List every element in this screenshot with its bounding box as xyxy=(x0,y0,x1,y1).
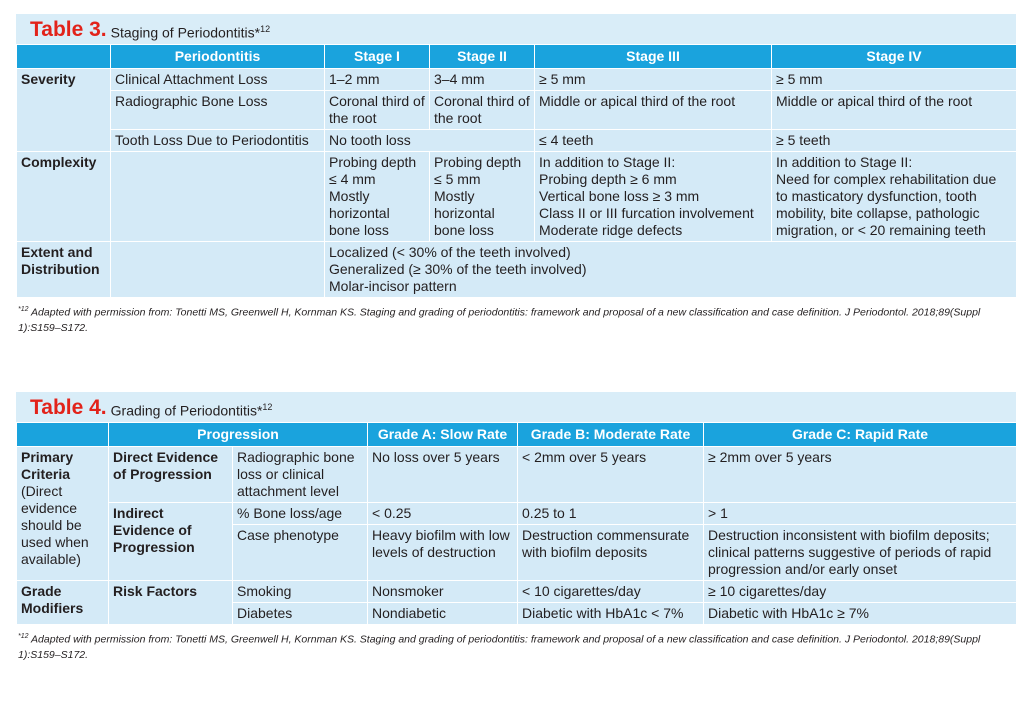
tooth-loss-stage4: ≥ 5 teeth xyxy=(772,130,1017,152)
grade-modifiers-label: Grade Modifiers xyxy=(17,581,109,625)
table3-header-stage4: Stage IV xyxy=(772,45,1017,69)
complexity-s1-line: horizontal xyxy=(329,205,390,221)
complexity-s4-line: migration, or < 20 remaining teeth xyxy=(776,222,986,238)
complexity-s3-line: Probing depth ≥ 6 mm xyxy=(539,171,677,187)
table3-footnote-sup: *12 xyxy=(18,306,29,313)
table3-title xyxy=(111,21,270,41)
table-row xyxy=(17,69,1017,91)
rbl-stage3: Middle or apical third of the root xyxy=(535,91,772,130)
table3 xyxy=(16,44,1017,298)
direct-grade-a: No loss over 5 years xyxy=(368,447,518,503)
table4-header-corner xyxy=(17,423,109,447)
table4-footnote-text: Adapted with permission from: Tonetti MS, Greenwell H, Kornman KS. Staging and grading of periodontitis: framework and proposal of a new classification and case definition. J Periodontol. 2018;89(Suppl 1):S159–S172. xyxy=(18,633,981,661)
tooth-loss-label: Tooth Loss Due to Periodontitis xyxy=(111,130,325,152)
table-row xyxy=(17,91,1017,130)
table4-block xyxy=(16,392,1016,663)
severity-label: Severity xyxy=(17,69,111,152)
complexity-stage1 xyxy=(325,152,430,242)
diabetes-grade-a: Nondiabetic xyxy=(368,603,518,625)
complexity-s4-line: In addition to Stage II: xyxy=(776,154,913,170)
rbl-stage2: Coronal third of the root xyxy=(430,91,535,130)
table4-title-text: Grading of Periodontitis* xyxy=(110,403,263,419)
cal-stage1: 1–2 mm xyxy=(325,69,430,91)
table3-header-stage3: Stage III xyxy=(535,45,772,69)
extent-empty xyxy=(111,242,325,298)
table3-header-stage2: Stage II xyxy=(430,45,535,69)
diabetes-grade-c: Diabetic with HbA1c ≥ 7% xyxy=(704,603,1017,625)
diabetes-measure: Diabetes xyxy=(233,603,368,625)
complexity-s2-line: ≤ 5 mm xyxy=(434,171,481,187)
smoking-measure: Smoking xyxy=(233,581,368,603)
table4-title xyxy=(111,399,273,419)
complexity-s3-line: Moderate ridge defects xyxy=(539,222,683,238)
extent-values xyxy=(325,242,1017,298)
direct-grade-c: ≥ 2mm over 5 years xyxy=(704,447,1017,503)
extent-line: Localized (< 30% of the teeth involved) xyxy=(329,244,571,260)
complexity-s2-line: Mostly xyxy=(434,188,475,204)
direct-grade-b: < 2mm over 5 years xyxy=(518,447,704,503)
bone-loss-grade-b: 0.25 to 1 xyxy=(518,503,704,525)
complexity-stage3 xyxy=(535,152,772,242)
primary-criteria-sublabel: (Direct evidence should be used when available) xyxy=(21,483,89,567)
table3-footnote xyxy=(16,298,1016,336)
complexity-s4-line: mobility, bite collapse, pathologic xyxy=(776,205,980,221)
complexity-label: Complexity xyxy=(17,152,111,242)
table-row xyxy=(17,581,1017,603)
table3-header-stage1: Stage I xyxy=(325,45,430,69)
complexity-s3-line: In addition to Stage II: xyxy=(539,154,676,170)
smoking-grade-c: ≥ 10 cigarettes/day xyxy=(704,581,1017,603)
complexity-s2-line: bone loss xyxy=(434,222,494,238)
bone-loss-measure: % Bone loss/age xyxy=(233,503,368,525)
table-row xyxy=(17,130,1017,152)
rbl-stage4: Middle or apical third of the root xyxy=(772,91,1017,130)
complexity-stage4 xyxy=(772,152,1017,242)
table4-header-progression: Progression xyxy=(109,423,368,447)
table3-title-bar xyxy=(16,14,1016,44)
table4-header-grade-a: Grade A: Slow Rate xyxy=(368,423,518,447)
table4-title-bar xyxy=(16,392,1016,422)
rbl-stage1: Coronal third of the root xyxy=(325,91,430,130)
phenotype-grade-b: Destruction commensurate with biofilm deposits xyxy=(518,525,704,581)
extent-label-line: Extent and xyxy=(21,244,93,260)
cal-stage3: ≥ 5 mm xyxy=(535,69,772,91)
table3-block xyxy=(16,14,1016,336)
cal-stage4: ≥ 5 mm xyxy=(772,69,1017,91)
extent-line: Generalized (≥ 30% of the teeth involved) xyxy=(329,261,587,277)
table-row xyxy=(17,242,1017,298)
indirect-evidence-label: Indirect Evidence of Progression xyxy=(109,503,233,581)
smoking-grade-b: < 10 cigarettes/day xyxy=(518,581,704,603)
rbl-label: Radiographic Bone Loss xyxy=(111,91,325,130)
table3-header-periodontitis: Periodontitis xyxy=(111,45,325,69)
table-row xyxy=(17,447,1017,503)
table4-header-grade-b: Grade B: Moderate Rate xyxy=(518,423,704,447)
risk-factors-label: Risk Factors xyxy=(109,581,233,625)
table3-number: Table 3. xyxy=(30,18,107,41)
table4-footnote xyxy=(16,625,1016,663)
table4-title-sup: 12 xyxy=(262,402,273,413)
phenotype-grade-a: Heavy biofilm with low levels of destruction xyxy=(368,525,518,581)
complexity-s4-line: Need for complex rehabilitation due xyxy=(776,171,997,187)
table3-header-corner xyxy=(17,45,111,69)
complexity-s3-line: Class II or III furcation involvement xyxy=(539,205,754,221)
table4-number: Table 4. xyxy=(30,396,107,419)
phenotype-measure: Case phenotype xyxy=(233,525,368,581)
table4-footnote-sup: *12 xyxy=(18,633,29,640)
table-row xyxy=(17,503,1017,525)
extent-label-line: Distribution xyxy=(21,261,100,277)
extent-line: Molar-incisor pattern xyxy=(329,278,457,294)
complexity-s1-line: Probing depth xyxy=(329,154,417,170)
table-row xyxy=(17,152,1017,242)
cal-label: Clinical Attachment Loss xyxy=(111,69,325,91)
direct-measure: Radiographic bone loss or clinical attachment level xyxy=(233,447,368,503)
complexity-s2-line: Probing depth xyxy=(434,154,522,170)
bone-loss-grade-c: > 1 xyxy=(704,503,1017,525)
smoking-grade-a: Nonsmoker xyxy=(368,581,518,603)
tooth-loss-stage12: No tooth loss xyxy=(325,130,535,152)
table3-title-sup: 12 xyxy=(260,24,271,35)
extent-label xyxy=(17,242,111,298)
complexity-s1-line: bone loss xyxy=(329,222,389,238)
table3-footnote-text: Adapted with permission from: Tonetti MS, Greenwell H, Kornman KS. Staging and grading of periodontitis: framework and proposal of a new classification and case definition. J Periodontol. 2018;89(Suppl 1):S159–S172. xyxy=(18,306,981,334)
tooth-loss-stage3: ≤ 4 teeth xyxy=(535,130,772,152)
complexity-empty xyxy=(111,152,325,242)
direct-evidence-label: Direct Evidence of Progression xyxy=(109,447,233,503)
table4-header-row xyxy=(17,423,1017,447)
table4-header-grade-c: Grade C: Rapid Rate xyxy=(704,423,1017,447)
table4 xyxy=(16,422,1017,625)
primary-criteria-title: Primary Criteria xyxy=(21,449,74,482)
complexity-s1-line: Mostly xyxy=(329,188,370,204)
bone-loss-grade-a: < 0.25 xyxy=(368,503,518,525)
complexity-stage2 xyxy=(430,152,535,242)
complexity-s2-line: horizontal xyxy=(434,205,495,221)
cal-stage2: 3–4 mm xyxy=(430,69,535,91)
primary-criteria-label xyxy=(17,447,109,581)
table3-header-row xyxy=(17,45,1017,69)
complexity-s1-line: ≤ 4 mm xyxy=(329,171,376,187)
complexity-s4-line: to masticatory dysfunction, tooth xyxy=(776,188,977,204)
table3-title-text: Staging of Periodontitis* xyxy=(110,25,261,41)
phenotype-grade-c: Destruction inconsistent with biofilm deposits; clinical patterns suggestive of periods of rapid progression and/or early onset xyxy=(704,525,1017,581)
complexity-s3-line: Vertical bone loss ≥ 3 mm xyxy=(539,188,700,204)
diabetes-grade-b: Diabetic with HbA1c < 7% xyxy=(518,603,704,625)
